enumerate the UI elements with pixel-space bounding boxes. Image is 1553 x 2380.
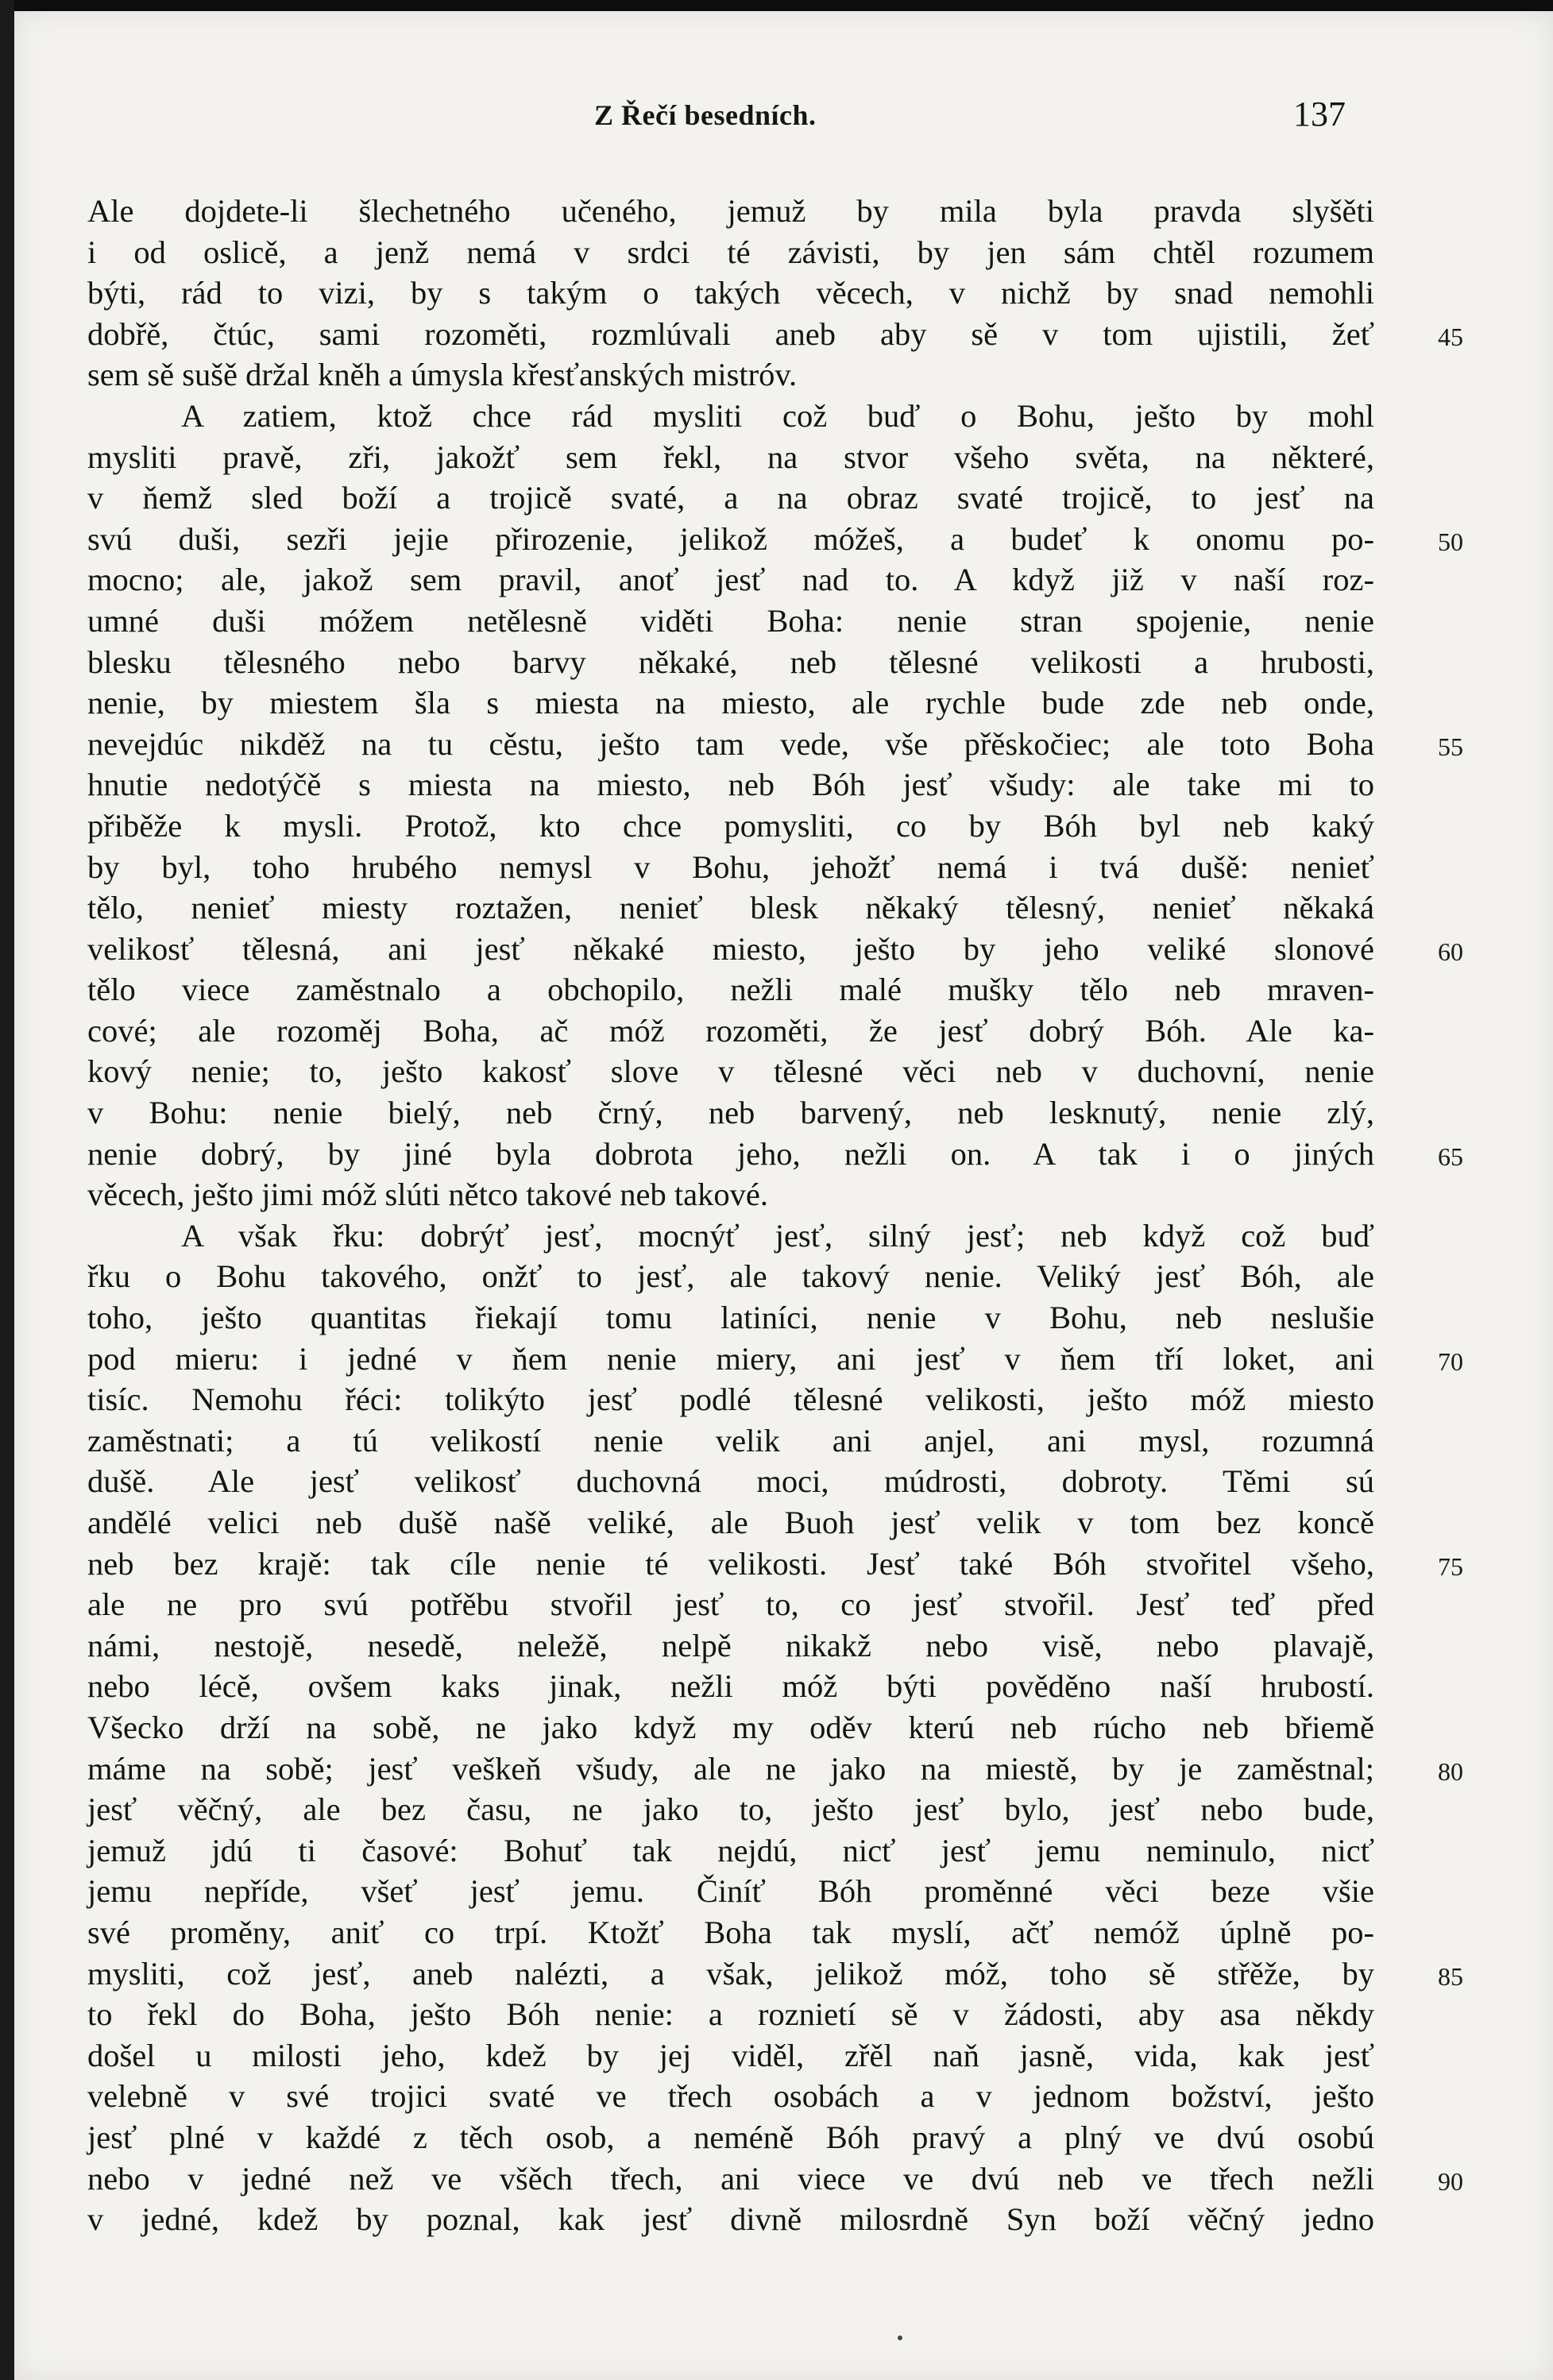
text-line-content: věcech, ješto jimi móž slúti nětco takové neb takové. [87,1176,768,1213]
text-line-content: to řekl do Boha, ješto Bóh nenie: a roznietí sě v žádosti, aby asa někdy [87,1996,1374,2033]
text-line [87,887,1374,929]
text-line-content: pod mieru: i jedné v ňem nenie miery, ani jesť v ňem tří loket, ani [87,1340,1374,1377]
text-line-content: přiběže k mysli. Protož, kto chce pomysliti, co by Bóh byl neb kaký [87,807,1374,844]
text-line [87,1748,1463,1790]
text-line [87,1953,1463,1995]
text-line-content: dušě. Ale jesť velikosť duchovná moci, múdrosti, dobroty. Těmi sú [87,1463,1374,1500]
text-line-content: tělo, nenieť miesty roztažen, nenieť blesk někaký tělesný, nenieť někaká [87,890,1374,926]
text-line-content: cové; ale rozoměj Boha, ač móž rozoměti, že jesť dobrý Bóh. Ale ka- [87,1012,1374,1049]
text-line [87,1584,1374,1625]
page-number: 137 [1293,95,1346,133]
text-line [87,2117,1374,2158]
text-line [87,847,1374,888]
text-line-content: nebo v jedné než ve všěch třech, ani viece ve dvú neb ve třech nežli [87,2160,1374,2196]
text-line [87,724,1463,765]
text-line-content: jesť věčný, ale bez času, ne jako to, ješto jesť bylo, jesť nebo bude, [87,1791,1374,1828]
text-line [87,1544,1463,1585]
text-line-content: A však řku: dobrýť jesť, mocnýť jesť, silný jesť; neb když což buď [181,1217,1374,1254]
text-line-content: umné duši móžem netělesně viděti Boha: nenie stran spojenie, nenie [87,602,1374,639]
body-text [87,191,1463,2240]
text-line [87,969,1374,1010]
text-line-content: jemu nepříde, všeť jesť jemu. Činíť Bóh proměnné věci beze všie [87,1873,1374,1910]
text-line-content: nenie dobrý, by jiné byla dobrota jeho, nežli on. A tak i o jiných [87,1135,1374,1172]
text-line [87,272,1374,314]
text-line [87,519,1463,560]
text-line-content: v ňemž sled boží a trojicě svaté, a na obraz svaté trojicě, to jesť na [87,480,1374,516]
text-line [87,396,1374,437]
text-line [87,354,1374,396]
text-line [87,1625,1374,1667]
text-line-content: tisíc. Nemohu řéci: tolikýto jesť podlé tělesné velikosti, ješto móž miesto [87,1381,1374,1418]
text-line [87,1215,1374,1257]
text-line-content: blesku tělesného nebo barvy někaké, neb tělesné velikosti a hrubosti, [87,643,1374,680]
text-line [87,2035,1374,2077]
text-line [87,559,1374,601]
text-line-content: sem sě sušě držal kněh a úmysla křesťanských mistróv. [87,357,798,393]
text-line [87,1297,1374,1339]
text-line [87,929,1463,970]
line-number: 55 [1438,732,1463,761]
text-line-content: námi, nestojě, nesedě, neležě, nelpě nikakž nebo visě, nebo plavajě, [87,1627,1374,1663]
text-line [87,232,1374,273]
text-line [87,1092,1374,1134]
text-line [87,1707,1374,1748]
text-line [87,1461,1374,1502]
line-number: 85 [1438,1961,1463,1991]
text-line-content: hnutie nedotýčě s miesta na miesto, neb Bóh jesť všudy: ale take mi to [87,767,1374,803]
text-line-content: své proměny, aniť co trpí. Ktožť Boha tak myslí, ačť nemóž úplně po- [87,1914,1374,1950]
text-line-content: ale ne pro svú potřěbu stvořil jesť to, co jesť stvořil. Jesť teď před [87,1586,1374,1623]
print-speck [898,2336,902,2340]
text-line [87,1051,1374,1092]
text-line-content: velebně v své trojici svaté ve třech osobách a v jednom božství, ješto [87,2078,1374,2115]
line-number: 90 [1438,2166,1463,2196]
text-line-content: máme na sobě; jesť veškeň všudy, ale ne jako na miestě, by je zaměstnal; [87,1750,1374,1787]
text-line-content: v Bohu: nenie bielý, neb črný, neb barvený, neb lesknutý, nenie zlý, [87,1095,1374,1131]
text-line-content: A zatiem, ktož chce rád mysliti což buď o Bohu, ješto by mohl [181,397,1374,434]
text-line-content: v jedné, kdež by poznal, kak jesť divně milosrdně Syn boží věčný jedno [87,2201,1374,2238]
scan-border-top [0,0,1553,11]
text-line-content: mysliti pravě, zři, jakožť sem řekl, na stvor všeho světa, na některé, [87,439,1374,475]
book-page [14,11,1553,2380]
text-line [87,806,1374,847]
page-header [14,95,1553,146]
text-line-content: došel u milosti jeho, kdež by jej viděl, zřěl naň jasně, vida, kak jesť [87,2037,1374,2073]
text-line [87,2076,1374,2117]
text-line [87,1420,1374,1462]
text-line [87,437,1374,478]
line-number: 70 [1438,1346,1463,1376]
text-line-content: mocno; ale, jakož sem pravil, anoť jesť nad to. A když již v naší roz- [87,562,1374,598]
line-number: 75 [1438,1551,1463,1581]
line-number: 80 [1438,1756,1463,1786]
text-line-content: nevejdúc nikděž na tu cěstu, ješto tam vede, vše přěskočiec; ale toto Boha [87,725,1374,762]
text-line-content: i od oslicě, a jenž nemá v srdci té závisti, by jen sám chtěl rozumem [87,234,1374,270]
scan-border-left [0,0,14,2380]
line-number: 45 [1438,322,1463,351]
text-line-content: jesť plné v každé z těch osob, a neméně Bóh pravý a plný ve dvú osobú [87,2119,1374,2155]
text-line-content: mysliti, což jesť, aneb nalézti, a však, jelikož móž, toho sě střěže, by [87,1955,1374,1992]
text-line-content: Všecko drží na sobě, ne jako když my oděv kterú neb rúcho neb břiemě [87,1709,1374,1745]
text-line-content: neb bez krajě: tak cíle nenie té velikosti. Jesť také Bóh stvořitel všeho, [87,1545,1374,1582]
text-line-content: by byl, toho hrubého nemysl v Bohu, jehožť nemá i tvá dušě: nenieť [87,848,1374,885]
text-line [87,601,1374,642]
text-line-content: býti, rád to vizi, by s takým o takých věcech, v nichž by snad nemohli [87,275,1374,311]
text-line [87,2199,1374,2240]
text-line [87,1256,1374,1297]
text-line-content: dobřě, čtúc, sami rozoměti, rozmlúvali aneb aby sě v tom ujistili, žeť [87,315,1374,352]
text-line-content: řku o Bohu takového, onžť to jesť, ale takový nenie. Veliký jesť Bóh, ale [87,1258,1374,1295]
text-line [87,314,1463,355]
line-number: 65 [1438,1142,1463,1171]
text-line-content: kový nenie; to, ješto kakosť slove v tělesné věci neb v duchovní, nenie [87,1053,1374,1090]
text-line [87,1666,1374,1707]
text-line [87,1010,1374,1052]
text-line-content: nenie, by miestem šla s miesta na miesto, ale rychle bude zde neb onde, [87,685,1374,721]
text-line [87,1379,1374,1420]
text-line [87,682,1374,724]
line-number: 50 [1438,527,1463,556]
text-line [87,1994,1374,2035]
line-number: 60 [1438,937,1463,966]
text-line-content: andělé velici neb dušě našě veliké, ale Buoh jesť velik v tom bez koncě [87,1505,1374,1540]
text-line [87,642,1374,683]
text-line [87,1912,1374,1953]
text-line [87,477,1374,519]
text-line [87,1134,1463,1175]
text-line [87,2158,1463,2200]
text-line-content: jemuž jdú ti časové: Bohuť tak nejdú, nicť jesť jemu neminulo, nicť [87,1832,1374,1868]
text-line [87,764,1374,806]
text-line-content: velikosť tělesná, ani jesť někaké miesto, ješto by jeho veliké slonové [87,930,1374,967]
text-line [87,1871,1374,1912]
text-line [87,1502,1374,1544]
running-title: Z Řečí besedních. [594,99,817,131]
text-line [87,1339,1463,1380]
text-line [87,1830,1374,1872]
text-line [87,1174,1374,1215]
text-line-content: toho, ješto quantitas řiekají tomu latiníci, nenie v Bohu, neb neslušie [87,1300,1374,1336]
text-line [87,1789,1374,1830]
text-line-content: tělo viece zaměstnalo a obchopilo, nežli malé mušky tělo neb mraven- [87,972,1374,1008]
text-line-content: zaměstnati; a tú velikostí nenie velik ani anjel, ani mysl, rozumná [87,1422,1374,1459]
text-line-content: svú duši, sezři jejie přirozenie, jelikož móžeš, a budeť k onomu po- [87,520,1374,557]
text-line-content: nebo lécě, ovšem kaks jinak, nežli móž býti pověděno naší hrubostí. [87,1668,1374,1705]
text-line [87,191,1374,232]
text-line-content: Ale dojdete-li šlechetného učeného, jemuž by mila byla pravda slyšěti [87,193,1374,229]
